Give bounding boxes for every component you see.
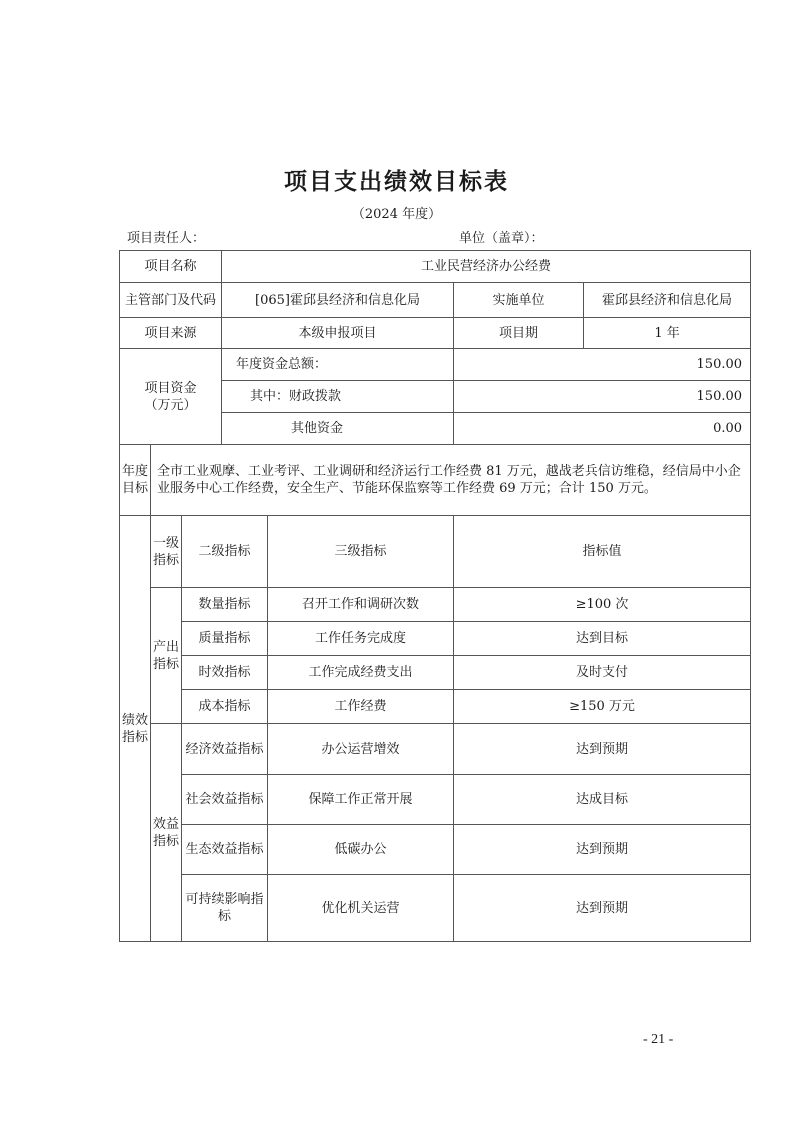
project-period-label: 项目期 bbox=[454, 318, 584, 349]
level3-cell: 办公运营增效 bbox=[268, 724, 454, 775]
implementing-unit-value: 霍邱县经济和信息化局 bbox=[584, 283, 751, 318]
value-cell: 达到目标 bbox=[454, 622, 751, 656]
level2-cell: 时效指标 bbox=[182, 656, 268, 690]
year-subtitle: （2024 年度） bbox=[351, 207, 442, 222]
other-funds-value: 0.00 bbox=[454, 413, 751, 445]
level3-cell: 低碳办公 bbox=[268, 825, 454, 875]
level2-header: 二级指标 bbox=[182, 516, 268, 588]
level1-header: 一级指标 bbox=[151, 516, 182, 588]
level2-cell: 质量指标 bbox=[182, 622, 268, 656]
project-name-value: 工业民营经济办公经费 bbox=[222, 251, 751, 283]
value-header: 指标值 bbox=[454, 516, 751, 588]
value-cell: 及时支付 bbox=[454, 656, 751, 690]
indicator-row bbox=[120, 825, 751, 875]
indicator-row bbox=[120, 656, 751, 690]
fiscal-funds-label: 其中：财政拨款 bbox=[222, 381, 454, 413]
indicator-row bbox=[120, 724, 751, 775]
other-funds-label: 其他资金 bbox=[222, 413, 454, 445]
indicator-row bbox=[120, 690, 751, 724]
row-annual-goal bbox=[120, 445, 751, 516]
project-source-value: 本级申报项目 bbox=[222, 318, 454, 349]
level3-cell: 工作经费 bbox=[268, 690, 454, 724]
level2-cell: 成本指标 bbox=[182, 690, 268, 724]
fiscal-funds-value: 150.00 bbox=[454, 381, 751, 413]
row-indicator-header bbox=[120, 516, 751, 588]
benefit-indicators-label: 效益指标 bbox=[151, 724, 182, 942]
project-period-value: 1 年 bbox=[584, 318, 751, 349]
annual-goal-label: 年度目标 bbox=[120, 445, 151, 516]
output-indicators-label: 产出指标 bbox=[151, 588, 182, 724]
total-funds-value: 150.00 bbox=[454, 349, 751, 381]
performance-target-table bbox=[119, 250, 751, 942]
department-value: [065]霍邱县经济和信息化局 bbox=[222, 283, 454, 318]
value-cell: 达到预期 bbox=[454, 724, 751, 775]
total-funds-label: 年度资金总额： bbox=[222, 349, 454, 381]
performance-indicators-label: 绩效指标 bbox=[120, 516, 151, 942]
level2-cell: 经济效益指标 bbox=[182, 724, 268, 775]
level3-cell: 工作完成经费支出 bbox=[268, 656, 454, 690]
row-project-name bbox=[120, 251, 751, 283]
level2-cell: 生态效益指标 bbox=[182, 825, 268, 875]
level2-cell: 可持续影响指标 bbox=[182, 875, 268, 942]
value-cell: 达成目标 bbox=[454, 775, 751, 825]
value-cell: ≥150 万元 bbox=[454, 690, 751, 724]
funds-label-line2: （万元） bbox=[144, 397, 197, 413]
indicator-row bbox=[120, 622, 751, 656]
funds-label-line1: 项目资金 bbox=[144, 380, 197, 396]
value-cell: 达到预期 bbox=[454, 875, 751, 942]
indicator-row bbox=[120, 588, 751, 622]
project-name-label: 项目名称 bbox=[120, 251, 222, 283]
row-funds-total bbox=[120, 349, 751, 381]
row-department bbox=[120, 283, 751, 318]
responsible-person-label: 项目责任人： bbox=[127, 231, 206, 246]
page-title: 项目支出绩效目标表 bbox=[284, 169, 509, 195]
annual-goal-text: 全市工业观摩、工业考评、工业调研和经济运行工作经费 81 万元，越战老兵信访维稳，经信局中小企业服务中心工作经费，安全生产、节能环保监察等工作经费 69 万元；合计 150 万元。 bbox=[151, 445, 751, 516]
indicator-row bbox=[120, 875, 751, 942]
implementing-unit-label: 实施单位 bbox=[454, 283, 584, 318]
row-source bbox=[120, 318, 751, 349]
department-label: 主管部门及代码 bbox=[120, 283, 222, 318]
level2-cell: 数量指标 bbox=[182, 588, 268, 622]
funds-label bbox=[120, 349, 222, 445]
page-number: - 21 - bbox=[643, 1032, 674, 1047]
level3-cell: 优化机关运营 bbox=[268, 875, 454, 942]
level3-cell: 召开工作和调研次数 bbox=[268, 588, 454, 622]
level3-cell: 工作任务完成度 bbox=[268, 622, 454, 656]
unit-seal-label: 单位（盖章）： bbox=[459, 231, 544, 246]
level3-header: 三级指标 bbox=[268, 516, 454, 588]
value-cell: ≥100 次 bbox=[454, 588, 751, 622]
indicator-row bbox=[120, 775, 751, 825]
level3-cell: 保障工作正常开展 bbox=[268, 775, 454, 825]
value-cell: 达到预期 bbox=[454, 825, 751, 875]
level2-cell: 社会效益指标 bbox=[182, 775, 268, 825]
project-source-label: 项目来源 bbox=[120, 318, 222, 349]
